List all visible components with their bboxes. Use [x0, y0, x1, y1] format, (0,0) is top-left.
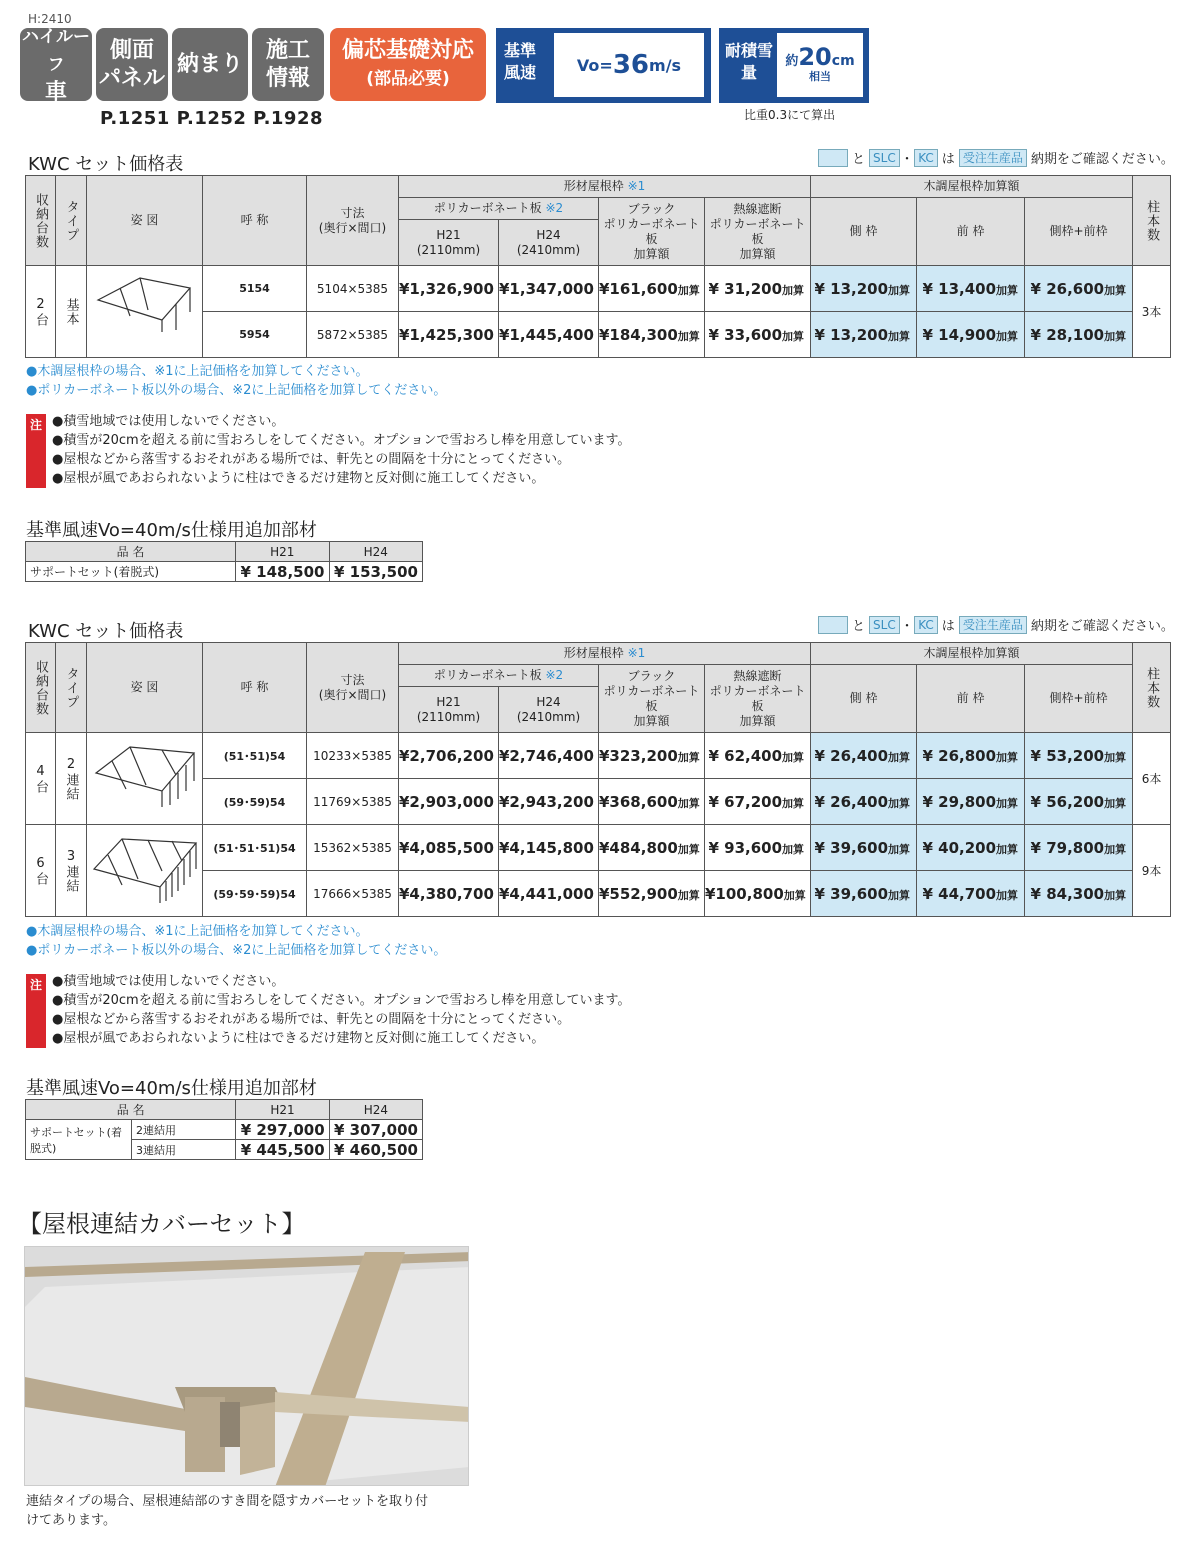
price-both: ¥ 79,800加算: [1025, 825, 1133, 871]
carport-image: [87, 733, 203, 825]
header-posts: 柱本数: [1133, 643, 1171, 733]
cover-set-title: 【屋根連結カバーセット】: [18, 1210, 306, 1238]
section-title: KWC セット価格表: [28, 621, 184, 642]
section-title: KWC セット価格表: [28, 154, 184, 175]
table-row: [26, 733, 1171, 779]
header-both: 側枠+前枠: [1025, 198, 1133, 266]
price-heat: ¥ 33,600加算: [705, 312, 811, 358]
size-cell: 11769×5385: [307, 779, 399, 825]
snow-suffix: 相当: [809, 70, 831, 83]
header-h24: H24 (2410mm): [499, 687, 599, 733]
support-table-1: [25, 541, 423, 582]
price-heat: ¥ 62,400加算: [705, 733, 811, 779]
support-price-h21: ¥ 297,000: [236, 1120, 329, 1140]
header-poly: ポリカーボネート板 ※2: [399, 198, 599, 220]
support-price-h24: ¥ 153,500: [329, 562, 423, 582]
caption-line: 連結タイプの場合、屋根連結部のすき間を隠すカバーセットを取り付: [26, 1494, 428, 1509]
header-count: 収納台数: [26, 643, 56, 733]
warnings-1: [52, 412, 631, 488]
legend-kc: KC: [914, 149, 938, 167]
legend-slc: SLC: [869, 149, 900, 167]
support-sub-item: 3連結用: [132, 1140, 236, 1160]
legend: [818, 148, 1174, 167]
table-row: [26, 562, 423, 582]
header-front: 前 枠: [917, 198, 1025, 266]
price-both: ¥ 56,200加算: [1025, 779, 1133, 825]
posts-cell: 3本: [1133, 266, 1171, 358]
header-image: 姿 図: [87, 643, 203, 733]
wind-label: 基準: [504, 41, 537, 60]
table-row: [26, 266, 1171, 312]
snow-label: 量: [741, 63, 758, 82]
header-heat: 熱線遮断 ポリカーボネート板 加算額: [705, 198, 811, 266]
price-front: ¥ 13,400加算: [917, 266, 1025, 312]
price-black: ¥552,900加算: [599, 871, 705, 917]
legend-text: は: [941, 619, 955, 634]
name-cell: (51･51)54: [203, 733, 307, 779]
table-row: [26, 825, 1171, 871]
legend-kc: KC: [914, 616, 938, 634]
legend-text: と: [852, 619, 866, 634]
warnings-2: [52, 972, 631, 1048]
header-front: 前 枠: [917, 665, 1025, 733]
price-both: ¥ 26,600加算: [1025, 266, 1133, 312]
support-item: サポートセット(着脱式): [26, 1120, 132, 1160]
posts-cell: 9本: [1133, 825, 1171, 917]
header-type: タイプ: [56, 643, 87, 733]
price-front: ¥ 26,800加算: [917, 733, 1025, 779]
page-references[interactable]: P.1251 P.1252 P.1928: [100, 108, 324, 129]
price-side: ¥ 39,600加算: [811, 871, 917, 917]
price-h24: ¥4,145,800: [499, 825, 599, 871]
support-price-h21: ¥ 445,500: [236, 1140, 329, 1160]
tile-side-panel[interactable]: [96, 28, 168, 101]
support-header-item: 品 名: [26, 542, 236, 562]
size-cell: 5872×5385: [307, 312, 399, 358]
support-item: サポートセット(着脱式): [26, 562, 236, 582]
price-both: ¥ 53,200加算: [1025, 733, 1133, 779]
legend-text: と: [852, 152, 866, 167]
header-name: 呼 称: [203, 176, 307, 266]
header-image: 姿 図: [87, 176, 203, 266]
price-black: ¥184,300加算: [599, 312, 705, 358]
price-h24: ¥1,445,400: [499, 312, 599, 358]
tile-label: 車: [44, 79, 67, 105]
name-cell: (59･59)54: [203, 779, 307, 825]
price-h21: ¥1,425,300: [399, 312, 499, 358]
warning-item: ●屋根が風であおられないように柱はできるだけ建物と反対側に施工してください。: [52, 1031, 545, 1046]
type-cell: 3連結: [56, 825, 87, 917]
table-row: [26, 1120, 423, 1140]
price-h21: ¥2,706,200: [399, 733, 499, 779]
legend-blue-swatch: [818, 149, 848, 167]
warning-item: ●積雪が20cmを超える前に雪おろしをしてください。オプションで雪おろし棒を用意しています。: [52, 433, 631, 448]
header-wood: 木調屋根枠加算額: [811, 176, 1133, 198]
price-black: ¥484,800加算: [599, 825, 705, 871]
blue-note: ●木調屋根枠の場合、※1に上記価格を加算してください。: [26, 924, 369, 939]
tile-install-info[interactable]: [252, 28, 324, 101]
support-price-h24: ¥ 307,000: [329, 1120, 422, 1140]
price-black: ¥368,600加算: [599, 779, 705, 825]
price-table-1: [25, 175, 1171, 358]
price-h24: ¥2,746,400: [499, 733, 599, 779]
tile-label: 納まり: [176, 51, 243, 77]
price-front: ¥ 40,200加算: [917, 825, 1025, 871]
price-front: ¥ 44,700加算: [917, 871, 1025, 917]
warning-badge: 注: [26, 414, 46, 488]
tile-label: 施工: [265, 37, 310, 63]
carport-image: [87, 266, 203, 358]
header-heat: 熱線遮断 ポリカーボネート板 加算額: [705, 665, 811, 733]
cover-caption: [26, 1492, 428, 1530]
snow-value: 20: [798, 43, 832, 71]
header-both: 側枠+前枠: [1025, 665, 1133, 733]
support-header-item: 品 名: [26, 1100, 236, 1120]
price-h24: ¥1,347,000: [499, 266, 599, 312]
price-front: ¥ 14,900加算: [917, 312, 1025, 358]
count-cell: 4台: [26, 733, 56, 825]
price-heat: ¥ 31,200加算: [705, 266, 811, 312]
size-cell: 5104×5385: [307, 266, 399, 312]
legend-text: ･: [903, 152, 911, 167]
price-front: ¥ 29,800加算: [917, 779, 1025, 825]
price-side: ¥ 26,400加算: [811, 779, 917, 825]
price-side: ¥ 13,200加算: [811, 266, 917, 312]
price-heat: ¥ 67,200加算: [705, 779, 811, 825]
support-sub-item: 2連結用: [132, 1120, 236, 1140]
price-heat: ¥100,800加算: [705, 871, 811, 917]
blue-note: ●ポリカーボネート板以外の場合、※2に上記価格を加算してください。: [26, 383, 447, 398]
header-type: タイプ: [56, 176, 87, 266]
legend-text: は: [941, 152, 955, 167]
type-cell: 基本: [56, 266, 87, 358]
legend-made-to-order: 受注生産品: [959, 149, 1027, 167]
cover-photo-illustration: [25, 1247, 469, 1486]
name-cell: (51･51･51)54: [203, 825, 307, 871]
snow-unit: cm: [831, 53, 855, 69]
tile-eccentric-foundation[interactable]: [330, 28, 486, 101]
legend-text: ･: [903, 619, 911, 634]
height-label: H:2410: [28, 12, 72, 26]
price-heat: ¥ 93,600加算: [705, 825, 811, 871]
header-h24: H24 (2410mm): [499, 220, 599, 266]
price-side: ¥ 26,400加算: [811, 733, 917, 779]
warning-item: ●屋根などから落雪するおそれがある場所では、軒先との間隔を十分にとってください。: [52, 1012, 571, 1027]
support-price-h24: ¥ 460,500: [329, 1140, 422, 1160]
support-price-h21: ¥ 148,500: [236, 562, 330, 582]
header-black: ブラック ポリカーボネート板 加算額: [599, 198, 705, 266]
price-both: ¥ 28,100加算: [1025, 312, 1133, 358]
tile-label: ハイルーフ: [22, 26, 90, 75]
header-h21: H21 (2110mm): [399, 220, 499, 266]
warning-badge: 注: [26, 974, 46, 1048]
tile-high-roof-car[interactable]: [20, 26, 92, 105]
price-side: ¥ 13,200加算: [811, 312, 917, 358]
header-frame: 形材屋根枠 ※1: [399, 643, 811, 665]
support-header-h21: H21: [236, 1100, 329, 1120]
header-frame: 形材屋根枠 ※1: [399, 176, 811, 198]
price-h21: ¥4,085,500: [399, 825, 499, 871]
price-h24: ¥4,441,000: [499, 871, 599, 917]
price-black: ¥161,600加算: [599, 266, 705, 312]
legend: [818, 615, 1174, 634]
price-h21: ¥4,380,700: [399, 871, 499, 917]
support-title: 基準風速Vo=40m/s仕様用追加部材: [26, 1078, 317, 1099]
header-name: 呼 称: [203, 643, 307, 733]
header-size: 寸法 (奥行×間口): [307, 643, 399, 733]
count-cell: 6台: [26, 825, 56, 917]
price-h21: ¥2,903,000: [399, 779, 499, 825]
blue-note: ●ポリカーボネート板以外の場合、※2に上記価格を加算してください。: [26, 943, 447, 958]
wind-speed-box: [496, 28, 711, 103]
name-cell: 5954: [203, 312, 307, 358]
blue-note: ●木調屋根枠の場合、※1に上記価格を加算してください。: [26, 364, 369, 379]
header-poly: ポリカーボネート板 ※2: [399, 665, 599, 687]
header-black: ブラック ポリカーボネート板 加算額: [599, 665, 705, 733]
support-table-2: [25, 1099, 423, 1160]
wind-unit: m/s: [649, 55, 682, 75]
carport-image: [87, 825, 203, 917]
wind-value: 36: [612, 50, 650, 80]
legend-blue-swatch: [818, 616, 848, 634]
size-cell: 15362×5385: [307, 825, 399, 871]
legend-slc: SLC: [869, 616, 900, 634]
caption-line: けてあります。: [26, 1513, 116, 1528]
blue-notes-1: [26, 362, 446, 400]
posts-cell: 6本: [1133, 733, 1171, 825]
wind-label: 風速: [504, 63, 537, 82]
warning-item: ●屋根などから落雪するおそれがある場所では、軒先との間隔を十分にとってください。: [52, 452, 571, 467]
tile-label: パネル: [98, 65, 165, 91]
name-cell: 5154: [203, 266, 307, 312]
legend-made-to-order: 受注生産品: [959, 616, 1027, 634]
type-cell: 2連結: [56, 733, 87, 825]
price-table-2: [25, 642, 1171, 917]
wind-prefix: Vo=: [576, 55, 613, 75]
price-side: ¥ 39,600加算: [811, 825, 917, 871]
size-cell: 10233×5385: [307, 733, 399, 779]
count-cell: 2台: [26, 266, 56, 358]
header-side: 側 枠: [811, 198, 917, 266]
price-h24: ¥2,943,200: [499, 779, 599, 825]
header-h21: H21 (2110mm): [399, 687, 499, 733]
tile-label: 偏芯基礎対応: [341, 37, 474, 63]
ratio-note: 比重0.3にて算出: [744, 108, 836, 122]
snow-load-box: [719, 28, 869, 103]
support-header-h24: H24: [329, 1100, 422, 1120]
support-header-h24: H24: [329, 542, 423, 562]
tile-sub-label: (部品必要): [366, 68, 450, 89]
tile-label: 側面: [109, 37, 154, 63]
price-h21: ¥1,326,900: [399, 266, 499, 312]
header-wood: 木調屋根枠加算額: [811, 643, 1133, 665]
header-size: 寸法 (奥行×間口): [307, 176, 399, 266]
snow-prefix: 約: [785, 54, 799, 69]
header-side: 側 枠: [811, 665, 917, 733]
tile-fitting[interactable]: [172, 28, 248, 101]
header-posts: 柱本数: [1133, 176, 1171, 266]
support-title: 基準風速Vo=40m/s仕様用追加部材: [26, 520, 317, 541]
price-both: ¥ 84,300加算: [1025, 871, 1133, 917]
legend-text: 納期をご確認ください。: [1030, 152, 1174, 167]
name-cell: (59･59･59)54: [203, 871, 307, 917]
tile-label: 情報: [265, 65, 310, 91]
warning-item: ●屋根が風であおられないように柱はできるだけ建物と反対側に施工してください。: [52, 471, 545, 486]
warning-item: ●積雪が20cmを超える前に雪おろしをしてください。オプションで雪おろし棒を用意しています。: [52, 993, 631, 1008]
price-black: ¥323,200加算: [599, 733, 705, 779]
snow-label: 耐積雪: [725, 41, 774, 60]
warning-item: ●積雪地域では使用しないでください。: [52, 414, 285, 429]
cover-set-photo: [24, 1246, 469, 1486]
support-header-h21: H21: [236, 542, 330, 562]
legend-text: 納期をご確認ください。: [1030, 619, 1174, 634]
size-cell: 17666×5385: [307, 871, 399, 917]
header-count: 収納台数: [26, 176, 56, 266]
warning-item: ●積雪地域では使用しないでください。: [52, 974, 285, 989]
blue-notes-2: [26, 922, 446, 960]
